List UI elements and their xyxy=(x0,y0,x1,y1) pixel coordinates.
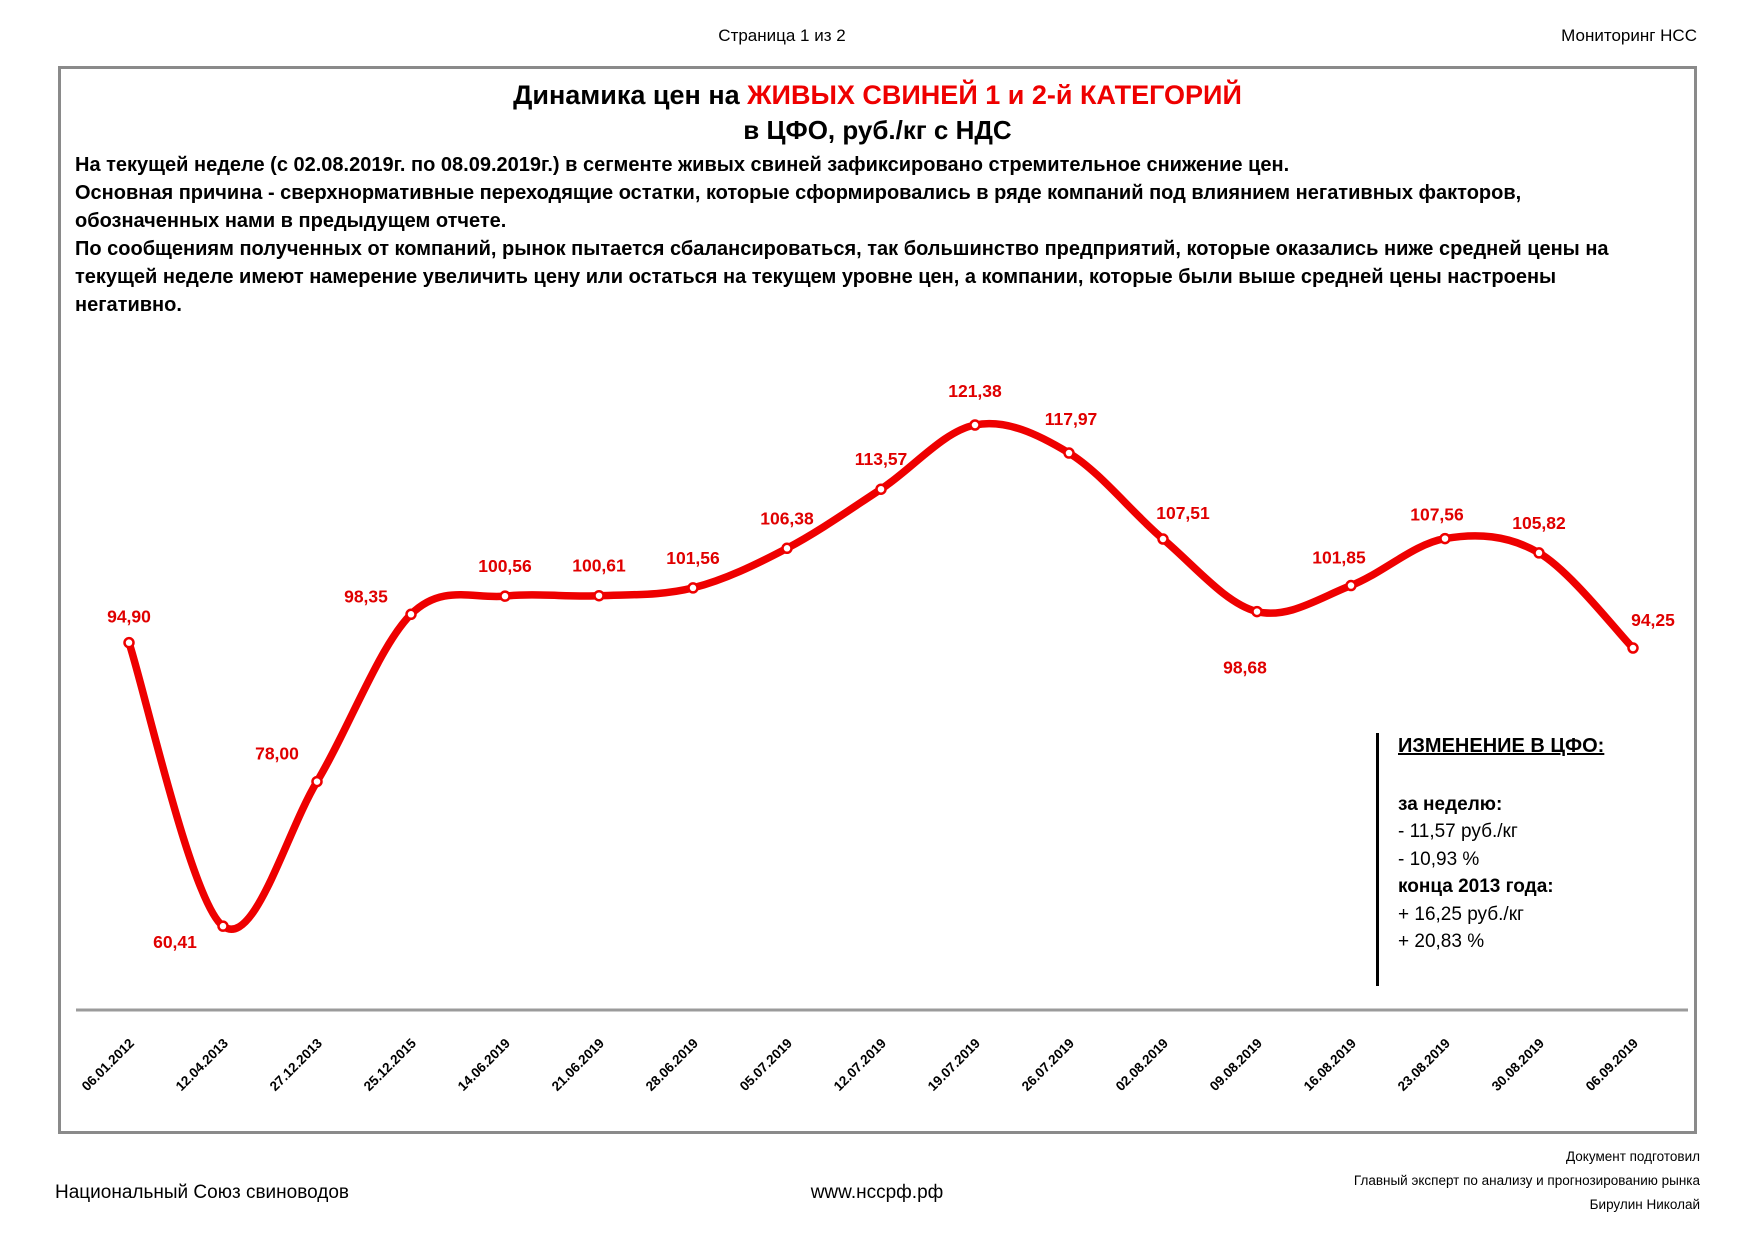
footer-author-role: Главный эксперт по анализу и прогнозированию рынка xyxy=(1353,1173,1700,1188)
x-axis-date-label: 14.06.2019 xyxy=(454,1035,514,1094)
page-number: Страница 1 из 2 xyxy=(718,26,846,45)
footer-author-name: Бирулин Николай xyxy=(1589,1197,1700,1212)
x-axis-date-label: 06.09.2019 xyxy=(1582,1035,1642,1094)
data-point-label: 107,56 xyxy=(1410,504,1464,525)
x-axis-date-label: 27.12.2013 xyxy=(266,1035,326,1094)
x-axis-date-label: 06.01.2012 xyxy=(78,1035,138,1094)
x-axis-date-label: 23.08.2019 xyxy=(1394,1035,1454,1094)
x-axis-date-label: 05.07.2019 xyxy=(736,1035,796,1094)
footer-author-block xyxy=(1354,1145,1700,1217)
data-point-label: 94,25 xyxy=(1631,610,1675,631)
x-axis-date-label: 02.08.2019 xyxy=(1112,1035,1172,1094)
change-week-label: за неделю: xyxy=(1398,793,1503,815)
data-point-label: 94,90 xyxy=(107,606,151,627)
data-point-label: 60,41 xyxy=(153,932,197,953)
change-since-rub: + 16,25 руб./кг xyxy=(1398,903,1524,925)
data-point-label: 101,56 xyxy=(666,547,720,568)
chart-title-prefix: Динамика цен на xyxy=(513,80,748,110)
data-point-label: 98,68 xyxy=(1223,657,1267,678)
data-point-marker xyxy=(1159,535,1168,544)
data-point-label: 121,38 xyxy=(948,381,1002,401)
data-point-marker xyxy=(595,591,604,600)
data-point-marker xyxy=(1065,449,1074,458)
change-info-box xyxy=(1376,733,1676,986)
x-axis-date-label: 26.07.2019 xyxy=(1018,1035,1078,1094)
data-point-marker xyxy=(1253,607,1262,616)
x-axis-date-label: 19.07.2019 xyxy=(924,1035,984,1094)
data-point-marker xyxy=(689,583,698,592)
data-point-label: 107,51 xyxy=(1156,503,1210,524)
x-axis-date-label: 21.06.2019 xyxy=(548,1035,608,1094)
x-axis-date-label: 30.08.2019 xyxy=(1488,1035,1548,1094)
data-point-marker xyxy=(1441,534,1450,543)
data-point-label: 101,85 xyxy=(1312,547,1366,568)
footer-org-name: Национальный Союз свиноводов xyxy=(55,1182,350,1203)
data-point-marker xyxy=(219,922,228,931)
data-point-label: 113,57 xyxy=(854,449,908,470)
commentary-paragraph: Основная причина - сверхнормативные переходящие остатки, которые сформировались в ряде компаний под влиянием негативных факторов, обозначенных нами в предыдущем отчете. xyxy=(75,182,1522,232)
chart-subtitle: в ЦФО, руб./кг с НДС xyxy=(743,115,1012,145)
x-axis-date-label: 28.06.2019 xyxy=(642,1035,702,1094)
change-since-label: конца 2013 года: xyxy=(1398,876,1554,897)
data-point-label: 105,82 xyxy=(1512,512,1566,533)
commentary-paragraph: На текущей неделе (с 02.08.2019г. по 08.09.2019г.) в сегменте живых свиней зафиксировано стремительное снижение цен. xyxy=(75,154,1290,176)
x-axis-date-label: 12.07.2019 xyxy=(830,1035,890,1094)
data-point-label: 98,35 xyxy=(344,586,388,607)
x-axis-date-label: 25.12.2015 xyxy=(360,1035,420,1094)
footer-prepared-by: Документ подготовил xyxy=(1565,1149,1700,1164)
data-point-label: 117,97 xyxy=(1044,409,1098,430)
commentary-paragraph: По сообщениям полученных от компаний, рынок пытается сбалансироваться, так большинство предприятий, которые оказались ниже средней цены на текущей неделе имеют намерение увеличить цену или остаться на текущем уровне цен, а компании, которые были выше средней цены настроены негативно. xyxy=(75,238,1609,316)
data-point-label: 78,00 xyxy=(255,743,299,764)
change-info-title: ИЗМЕНЕНИЕ В ЦФО: xyxy=(1398,735,1605,757)
data-point-label: 100,56 xyxy=(478,556,532,577)
change-since-pct: + 20,83 % xyxy=(1398,931,1485,952)
x-axis-date-label: 09.08.2019 xyxy=(1206,1035,1266,1094)
data-point-marker xyxy=(783,544,792,553)
data-point-marker xyxy=(125,638,134,647)
x-axis-date-label: 12.04.2013 xyxy=(172,1035,232,1094)
change-week-rub: - 11,57 руб./кг xyxy=(1398,821,1518,842)
data-point-label: 100,61 xyxy=(572,555,626,576)
data-point-marker xyxy=(313,777,322,786)
data-point-marker xyxy=(407,610,416,619)
data-point-marker xyxy=(971,421,980,430)
data-point-marker xyxy=(1629,644,1638,653)
data-point-marker xyxy=(1535,548,1544,557)
change-week-pct: - 10,93 % xyxy=(1398,848,1480,870)
data-point-marker xyxy=(501,592,510,601)
chart-title-highlight: ЖИВЫХ СВИНЕЙ 1 и 2-й КАТЕГОРИЙ xyxy=(747,80,1242,110)
data-point-label: 106,38 xyxy=(760,508,814,529)
x-axis-date-label: 16.08.2019 xyxy=(1300,1035,1360,1094)
monitoring-label: Мониторинг НСС xyxy=(1561,26,1697,45)
footer-website: www.нссрф.рф xyxy=(810,1182,944,1203)
data-point-marker xyxy=(877,485,886,494)
data-point-marker xyxy=(1347,581,1356,590)
